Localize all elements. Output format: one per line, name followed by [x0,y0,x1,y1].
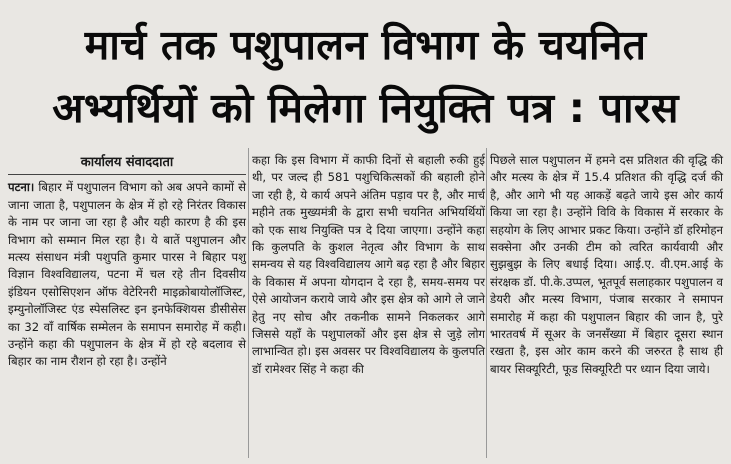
headline-line-2: अभ्यर्थियों को मिलेगा नियुक्ति पत्र : पारस [52,84,679,132]
byline: कार्यालय संवाददाता [8,154,246,175]
dateline: पटना। [8,180,35,195]
article-column-3 [490,152,723,378]
column-2-body: कहा कि इस विभाग में काफी दिनों से बहाली रुकी हुई थी, पर जल्द ही 581 पशुचिकित्सकों की बहाली होने जा रही है, ये कार्य अपने अंतिम पड़ाव पर है, और मार्च महीने तक मुख्यमंत्री के द्वारा सभी चयनित अभियर्थियों को एक साथ नियुक्ति पत्र दे दिया जाएगा। उन्होंने कहा कि कुलपति के कुशल नेतृत्व और विभाग के साथ समन्वय से यह विश्वविद्यालय आगे बढ़ रहा है और बिहार के विकास में अपना योगदान दे रहा है, समय-समय पर ऐसे आयोजन कराये जाये और इस क्षेत्र को आगे ले जाने हेतु नए सोच और तकनीक सामने निकलकर आगे जिससे यहाँ के पशुपालकों और इस क्षेत्र से जुड़े लोग लाभान्वित हो। इस अवसर पर विश्वविद्यालय के कुलपति डॉ रामेश्वर सिंह ने कहा की [252,153,485,376]
headline-line-1: मार्च तक पशुपालन विभाग के चयनित [84,21,647,69]
column-divider [486,148,487,458]
column-3-body: पिछले साल पशुपालन में हमने दस प्रतिशत की वृद्धि की और मत्स्य के क्षेत्र में 15.4 प्रतिशत की वृद्धि दर्ज की है, और आगे भी यह आकड़ें बढ़ते जाये इस ओर कार्य किया जा रहा है। उन्होंने विवि के विकास में सरकार के सहयोग के लिए आभार प्रकट किया। उन्होंने डॉ हरिमोहन सक्सेना और उनकी टीम को त्वरित कार्यवायी और सुझबुझ के लिए बधाई दिया। आई.ए. वी.एम.आई के संरक्षक डॉ. पी.के.उप्पल, भूतपूर्व सलाहकार पशुपालन व डेयरी और मत्स्य विभाग, पंजाब सरकार ने समापन समारोह में कहा की पशुपालन बिहार की जान है, पुरे भारतवर्ष में सूअर के जनसँख्या में बिहार दूसरा स्थान रखता है, इस ओर काम करने की जरुरत है साथ ही बायर सिक्यूरिटी, फूड सिक्यूरिटी पर ध्यान दिया जाये। [490,153,723,376]
article-column-1 [8,152,246,371]
column-text [8,179,246,370]
article-column-2 [252,152,485,378]
column-divider [248,148,249,458]
column-1-body: बिहार में पशुपालन विभाग को अब अपने कामों से जाना जाता है, पशुपालन के क्षेत्र में हो रहे निरंतर विकास के नाम पर जाना जा रहा है और यही कारण है की इस विभाग को सम्मान मिल रहा है। ये बातें पशुपालन और मत्स्य संसाधन मंत्री पशुपति कुमार पारस ने बिहार पशु विज्ञान विश्वविद्यालय, पटना में चल रहे तीन दिवसीय इंडियन एसोसिएशन ऑफ वेटेरिनरी माइक्रोबायोलॉजिस्ट, इम्युनोलॉजिस्ट एंड स्पेसलिस्ट इन इनफेक्शियस डीसीसेस का 32 वाँ वार्षिक सम्मेलन के समापन समारोह में कही। उन्होंने कहा की पशुपालन के क्षेत्र में हो रहे बदलाव से बिहार का नाम रौशन हो रहा है। उन्होंने [8,180,246,369]
